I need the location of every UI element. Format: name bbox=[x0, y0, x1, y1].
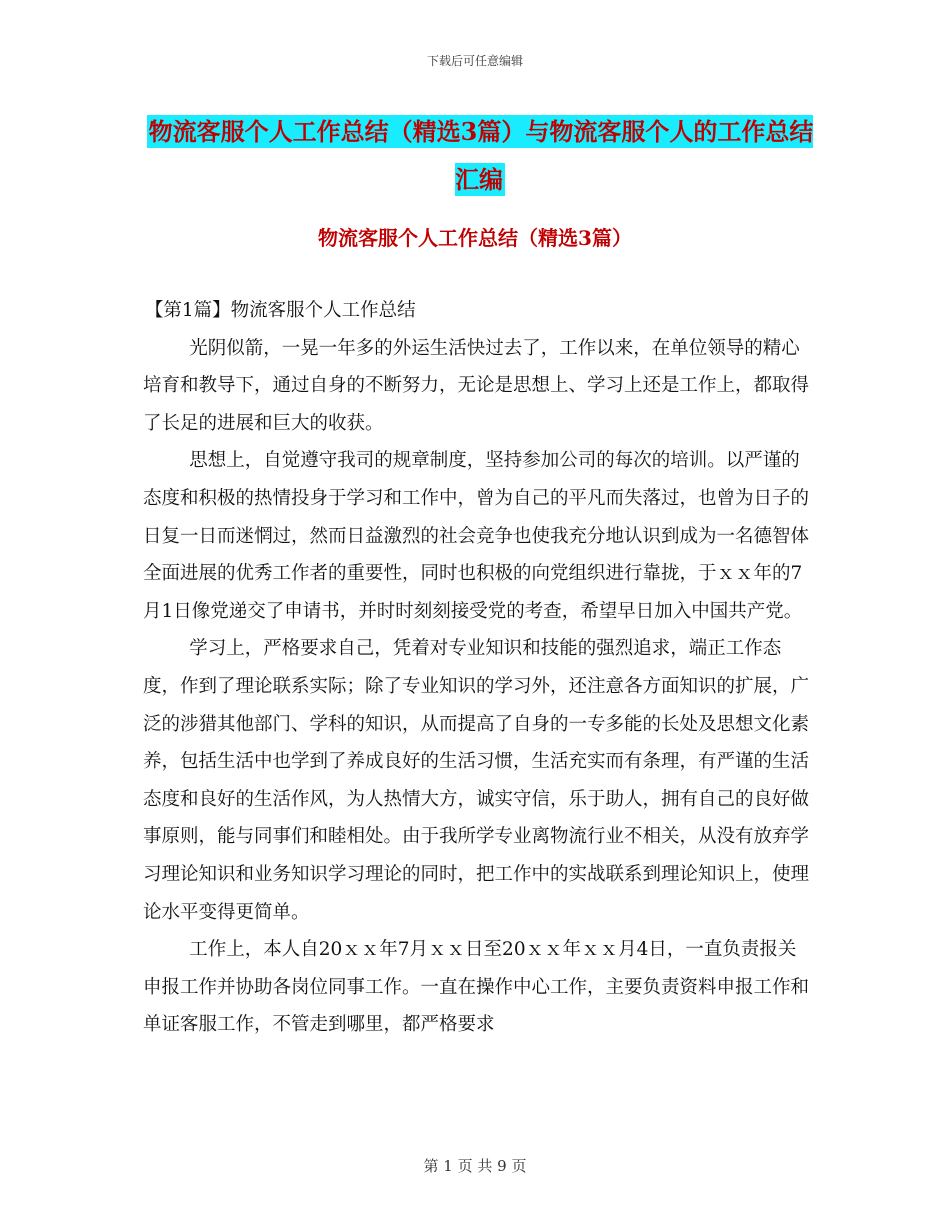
paragraph-4: 工作上，本人自20ｘｘ年7月ｘｘ日至20ｘｘ年ｘｘ月4日，一直负责报关申报工作并协助各岗位同事工作。一直在操作中心工作，主要负责资料申报工作和单证客服工作，不管走到哪里，都严格要求 bbox=[143, 939, 810, 1036]
page-number-footer: 第 1 页 共 9 页 bbox=[423, 1157, 527, 1175]
section-title: 物流客服个人工作总结（精选3篇） bbox=[318, 226, 632, 250]
document-title-text: 物流客服个人工作总结（精选3篇）与物流客服个人的工作总结汇编 bbox=[148, 117, 814, 194]
paragraph-1: 光阴似箭，一晃一年多的外运生活快过去了，工作以来，在单位领导的精心培育和教导下，通过自身的不断努力，无论是思想上、学习上还是工作上，都取得了长足的进展和巨大的收获。 bbox=[143, 337, 810, 434]
article-heading: 【第1篇】物流客服个人工作总结 bbox=[144, 300, 416, 321]
page-header-note: 下载后可任意编辑 bbox=[426, 54, 523, 68]
paragraph-2: 思想上，自觉遵守我司的规章制度，坚持参加公司的每次的培训。以严谨的态度和积极的热情投身于学习和工作中，曾为自己的平凡而失落过，也曾为日子的日复一日而迷惘过，然而日益激烈的社会竞争也使我充分地认识到成为一名德智体全面进展的优秀工作者的重要性，同时也积极的向党组织进行靠拢，于ｘｘ年的7月1日像党递交了申请书，并时时刻刻接受党的考查，希望早日加入中国共产党。 bbox=[143, 450, 810, 622]
paragraph-3: 学习上，严格要求自己，凭着对专业知识和技能的强烈追求，端正工作态度，作到了理论联系实际；除了专业知识的学习外，还注意各方面知识的扩展，广泛的涉猎其他部门、学科的知识，从而提高了自身的一专多能的长处及思想文化素养，包括生活中也学到了养成良好的生活习惯，生活充实而有条理，有严谨的生活态度和良好的生活作风，为人热情大方，诚实守信，乐于助人，拥有自己的良好做事原则，能与同事们和睦相处。由于我所学专业离物流行业不相关，从没有放弃学习理论知识和业务知识学习理论的同时，把工作中的实战联系到理论知识上，使理论水平变得更简单。 bbox=[143, 638, 810, 923]
document-title bbox=[140, 108, 820, 204]
article-body bbox=[143, 292, 813, 1044]
